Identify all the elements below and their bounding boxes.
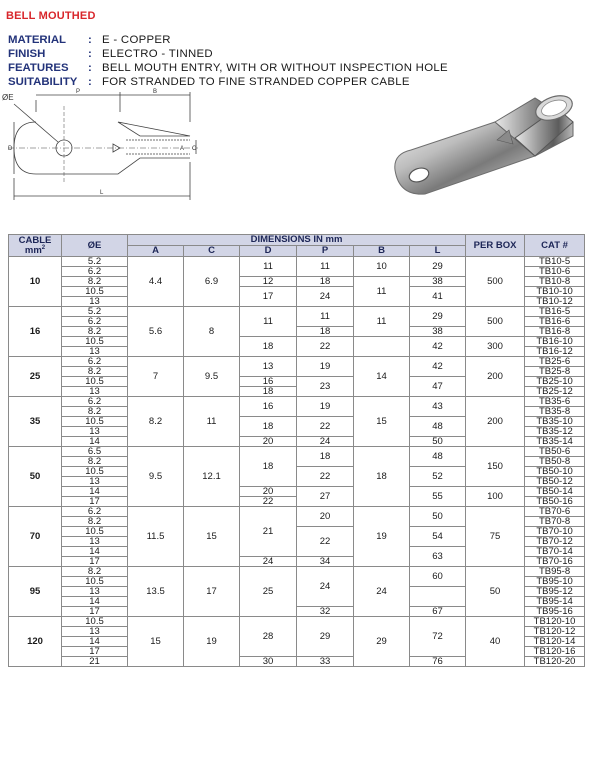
a-cell: 13.5 (128, 567, 184, 617)
dia-cell: 14 (62, 637, 128, 647)
cat-cell: TB70-16 (525, 557, 585, 567)
table-row (9, 487, 585, 497)
cable-cell: 25 (9, 357, 62, 397)
header-l: L (410, 246, 466, 257)
cat-cell: TB50-12 (525, 477, 585, 487)
p-cell: 24 (297, 287, 354, 307)
dia-cell: 13 (62, 587, 128, 597)
spec-key: MATERIAL (8, 34, 66, 46)
dia-cell: 5.2 (62, 307, 128, 317)
p-cell: 34 (297, 557, 354, 567)
d-cell: 20 (240, 437, 297, 447)
dia-cell: 17 (62, 557, 128, 567)
l-cell: 47 (410, 377, 466, 397)
table-row (9, 397, 585, 407)
spec-material (8, 33, 448, 47)
a-label: A (180, 146, 185, 152)
dia-cell: 8.2 (62, 277, 128, 287)
b-cell: 24 (354, 567, 410, 617)
spec-value: BELL MOUTH ENTRY, WITH OR WITHOUT INSPECTION HOLE (102, 62, 448, 74)
header-cable: CABLE $mm^2$ (9, 235, 62, 257)
per-box-cell: 200 (466, 397, 525, 447)
cat-cell: TB50-16 (525, 497, 585, 507)
dia-cell: 5.2 (62, 257, 128, 267)
header-dimensions: DIMENSIONS IN mm (128, 235, 466, 246)
table-row (9, 307, 585, 317)
cat-cell: TB25-8 (525, 367, 585, 377)
l-cell: 41 (410, 287, 466, 307)
spec-colon: : (88, 76, 92, 88)
per-box-cell: 75 (466, 507, 525, 567)
cat-cell: TB10-8 (525, 277, 585, 287)
cable-cell: 16 (9, 307, 62, 357)
l-cell: 42 (410, 357, 466, 377)
per-box-cell: 500 (466, 257, 525, 307)
dia-cell: 13 (62, 387, 128, 397)
dia-cell: 14 (62, 437, 128, 447)
p-cell: 22 (297, 417, 354, 437)
cat-cell: TB120-16 (525, 647, 585, 657)
b-cell: 10 (354, 257, 410, 277)
p-cell: 33 (297, 657, 354, 667)
dia-cell: 13 (62, 537, 128, 547)
spec-value: ELECTRO - TINNED (102, 48, 213, 60)
dia-cell: 17 (62, 497, 128, 507)
dimensions-table (8, 234, 585, 667)
l-cell: 50 (410, 437, 466, 447)
header-dia: ØE (62, 235, 128, 257)
cat-cell: TB16-5 (525, 307, 585, 317)
l-cell: 63 (410, 547, 466, 567)
a-cell: 5.6 (128, 307, 184, 357)
b-cell: 14 (354, 357, 410, 397)
cat-cell: TB95-14 (525, 597, 585, 607)
dia-cell: 6.2 (62, 317, 128, 327)
dia-cell: 8.2 (62, 567, 128, 577)
c-cell: 17 (184, 567, 240, 617)
l-cell: 76 (410, 657, 466, 667)
header-d: D (240, 246, 297, 257)
cat-cell: TB120-10 (525, 617, 585, 627)
cat-cell: TB120-20 (525, 657, 585, 667)
p-cell: 20 (297, 507, 354, 527)
header-p: P (297, 246, 354, 257)
dia-cell: 6.5 (62, 447, 128, 457)
p-cell: 22 (297, 527, 354, 557)
d-cell: 18 (240, 337, 297, 357)
b-cell (354, 337, 410, 357)
lug-product-image (385, 78, 585, 218)
p-cell: 19 (297, 357, 354, 377)
table-row (9, 507, 585, 517)
per-box-cell: 100 (466, 487, 525, 507)
cat-cell: TB25-10 (525, 377, 585, 387)
cat-cell: TB35-12 (525, 427, 585, 437)
dia-cell: 14 (62, 547, 128, 557)
l-cell: 50 (410, 507, 466, 527)
table-row (9, 357, 585, 367)
b-label: B (153, 89, 158, 95)
l-cell: 72 (410, 617, 466, 657)
per-box-cell: 300 (466, 337, 525, 357)
dia-cell: 13 (62, 627, 128, 637)
p-cell: 11 (297, 307, 354, 327)
a-cell: 4.4 (128, 257, 184, 307)
cat-cell: TB10-12 (525, 297, 585, 307)
cat-cell: TB16-6 (525, 317, 585, 327)
a-cell: 11.5 (128, 507, 184, 567)
p-cell: 18 (297, 447, 354, 467)
cat-cell: TB95-16 (525, 607, 585, 617)
dia-cell: 8.2 (62, 407, 128, 417)
d-cell: 30 (240, 657, 297, 667)
c-cell: 12.1 (184, 447, 240, 507)
spec-key: FINISH (8, 48, 46, 60)
dia-cell: 8.2 (62, 457, 128, 467)
p-cell: 18 (297, 277, 354, 287)
l-cell: 67 (410, 607, 466, 617)
d-cell: 11 (240, 307, 297, 337)
p-cell: 11 (297, 257, 354, 277)
per-box-cell: 200 (466, 357, 525, 397)
cat-cell: TB35-10 (525, 417, 585, 427)
per-box-cell: 40 (466, 617, 525, 667)
dia-cell: 6.2 (62, 357, 128, 367)
l-cell: 60 (410, 567, 466, 587)
table-row (9, 567, 585, 577)
c-cell: 8 (184, 307, 240, 357)
p-cell: 22 (297, 467, 354, 487)
dia-cell: 6.2 (62, 397, 128, 407)
table-row (9, 447, 585, 457)
p-cell: 19 (297, 397, 354, 417)
l-cell: 42 (410, 337, 466, 357)
spec-value: FOR STRANDED TO FINE STRANDED COPPER CABLE (102, 76, 410, 88)
cat-cell: TB25-12 (525, 387, 585, 397)
dia-cell: 14 (62, 597, 128, 607)
d-cell: 16 (240, 397, 297, 417)
cat-cell: TB70-6 (525, 507, 585, 517)
c-cell: 11 (184, 397, 240, 447)
cat-cell: TB10-5 (525, 257, 585, 267)
spec-colon: : (88, 34, 92, 46)
dia-cell: 6.2 (62, 507, 128, 517)
cat-cell: TB10-10 (525, 287, 585, 297)
dia-cell: 8.2 (62, 367, 128, 377)
l-label: L (100, 190, 104, 196)
table-row (9, 617, 585, 627)
spec-features (8, 61, 448, 75)
p-cell: 22 (297, 337, 354, 357)
a-cell: 8.2 (128, 397, 184, 447)
dia-cell: 14 (62, 487, 128, 497)
cat-cell: TB50-14 (525, 487, 585, 497)
dia-cell: 8.2 (62, 327, 128, 337)
a-cell: 15 (128, 617, 184, 667)
d-cell: 21 (240, 507, 297, 557)
dia-cell: 10.5 (62, 417, 128, 427)
d-cell: 18 (240, 387, 297, 397)
dia-cell: 21 (62, 657, 128, 667)
spec-value: E - COPPER (102, 34, 171, 46)
b-cell: 19 (354, 507, 410, 567)
d-cell: 12 (240, 277, 297, 287)
dia-cell: 17 (62, 607, 128, 617)
d-cell: 28 (240, 617, 297, 657)
dia-cell: 10.5 (62, 617, 128, 627)
cat-cell: TB35-14 (525, 437, 585, 447)
spec-key: FEATURES (8, 62, 69, 74)
d-cell: 20 (240, 487, 297, 497)
l-cell: 38 (410, 327, 466, 337)
d-cell: 22 (240, 497, 297, 507)
spec-key: SUITABILITY (8, 76, 78, 88)
c-cell: 9.5 (184, 357, 240, 397)
d-cell: 11 (240, 257, 297, 277)
cat-cell: TB70-12 (525, 537, 585, 547)
p-label: P (76, 89, 81, 95)
l-cell: 29 (410, 307, 466, 327)
l-cell: 52 (410, 467, 466, 487)
cat-cell: TB70-8 (525, 517, 585, 527)
header-c: C (184, 246, 240, 257)
p-cell: 23 (297, 377, 354, 397)
p-cell: 27 (297, 487, 354, 507)
l-cell: 43 (410, 397, 466, 417)
cat-cell: TB70-14 (525, 547, 585, 557)
per-box-cell: 150 (466, 447, 525, 487)
per-box-cell: 500 (466, 307, 525, 337)
d-cell: 16 (240, 377, 297, 387)
b-cell: 15 (354, 397, 410, 447)
l-cell: 54 (410, 527, 466, 547)
b-cell: 11 (354, 307, 410, 337)
dia-cell: 10.5 (62, 287, 128, 297)
cat-cell: TB95-12 (525, 587, 585, 597)
table-row (9, 337, 585, 347)
lug-technical-drawing (0, 86, 200, 211)
p-cell: 24 (297, 437, 354, 447)
dia-cell: 10.5 (62, 527, 128, 537)
dia-cell: 8.2 (62, 517, 128, 527)
header-a: A (128, 246, 184, 257)
dia-cell: 17 (62, 647, 128, 657)
cat-cell: TB10-6 (525, 267, 585, 277)
page-title: BELL MOUTHED (6, 10, 96, 22)
cat-cell: TB120-12 (525, 627, 585, 637)
d-cell: 17 (240, 287, 297, 307)
cat-cell: TB50-6 (525, 447, 585, 457)
cat-cell: TB50-10 (525, 467, 585, 477)
dia-cell: 10.5 (62, 377, 128, 387)
a-cell: 7 (128, 357, 184, 397)
p-cell: 32 (297, 607, 354, 617)
dia-cell: 10.5 (62, 577, 128, 587)
dia-cell: 13 (62, 297, 128, 307)
header-b: B (354, 246, 410, 257)
cable-cell: 70 (9, 507, 62, 567)
b-cell: 18 (354, 447, 410, 507)
l-cell: 48 (410, 447, 466, 467)
l-cell (410, 587, 466, 607)
cat-cell: TB35-8 (525, 407, 585, 417)
cat-cell: TB120-14 (525, 637, 585, 647)
cable-cell: 50 (9, 447, 62, 507)
d-cell: 24 (240, 557, 297, 567)
spec-colon: : (88, 48, 92, 60)
cat-cell: TB35-6 (525, 397, 585, 407)
cable-cell: 35 (9, 397, 62, 447)
l-cell: 48 (410, 417, 466, 437)
per-box-cell: 50 (466, 567, 525, 617)
cat-cell: TB25-6 (525, 357, 585, 367)
cable-cell: 120 (9, 617, 62, 667)
cat-cell: TB16-8 (525, 327, 585, 337)
cat-cell: TB95-8 (525, 567, 585, 577)
table-row (9, 257, 585, 267)
cat-cell: TB16-12 (525, 347, 585, 357)
spec-finish (8, 47, 448, 61)
p-cell: 18 (297, 327, 354, 337)
header-per-box: PER BOX (466, 235, 525, 257)
d-cell: 13 (240, 357, 297, 377)
cable-cell: 95 (9, 567, 62, 617)
dia-cell: 13 (62, 477, 128, 487)
l-cell: 29 (410, 257, 466, 277)
c-label: C (192, 146, 197, 152)
spec-list (8, 33, 448, 89)
b-cell: 29 (354, 617, 410, 667)
b-cell: 11 (354, 277, 410, 307)
c-cell: 15 (184, 507, 240, 567)
cat-cell: TB16-10 (525, 337, 585, 347)
cat-cell: TB95-10 (525, 577, 585, 587)
d-cell: 18 (240, 417, 297, 437)
d-label: D (8, 146, 13, 152)
cat-cell: TB70-10 (525, 527, 585, 537)
spec-colon: : (88, 62, 92, 74)
l-cell: 38 (410, 277, 466, 287)
dia-cell: 13 (62, 347, 128, 357)
a-cell: 9.5 (128, 447, 184, 507)
dia-cell: 10.5 (62, 337, 128, 347)
p-cell: 24 (297, 567, 354, 607)
dia-cell: 10.5 (62, 467, 128, 477)
cat-cell: TB50-8 (525, 457, 585, 467)
dia-label: ØE (2, 93, 14, 102)
dia-cell: 6.2 (62, 267, 128, 277)
dia-cell: 13 (62, 427, 128, 437)
d-cell: 18 (240, 447, 297, 487)
cable-cell: 10 (9, 257, 62, 307)
c-cell: 19 (184, 617, 240, 667)
p-cell: 29 (297, 617, 354, 657)
c-cell: 6.9 (184, 257, 240, 307)
header-cat: CAT # (525, 235, 585, 257)
d-cell: 25 (240, 567, 297, 617)
l-cell: 55 (410, 487, 466, 507)
